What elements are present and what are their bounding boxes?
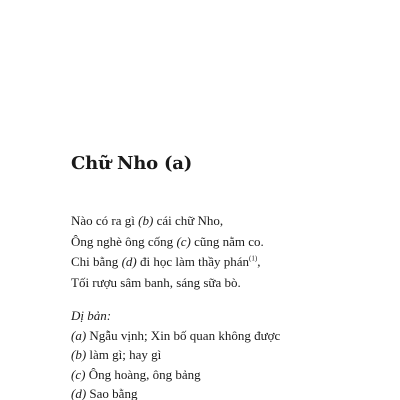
poem-line [71,252,264,273]
variant-key: (c) [71,366,86,382]
poem-title: Chữ Nho (a) [71,153,193,174]
poem-line [71,273,264,294]
variant-text: Sao bằng [86,386,138,400]
variant-text: làm gì; hay gì [86,347,162,362]
variant-reference: (d) [121,254,137,269]
variant-item [71,326,280,346]
variant-item [71,365,280,385]
poem-line-text: Chi bằng [71,254,122,269]
poem-line-text: đi học làm thầy phán [136,254,250,269]
variant-item [71,345,280,365]
variant-reference: (c) [176,233,191,249]
variant-key: (d) [71,386,87,400]
poem-line-text: cũng nằm co. [190,233,264,249]
poem-line-text: , [257,254,261,269]
variant-reference: (b) [138,213,154,228]
poem-line [71,232,264,253]
variant-key: (b) [71,347,87,362]
variants-heading: Dị bản: [71,308,112,323]
poem-line-text: cái chữ Nho, [153,213,224,228]
variant-key: (a) [71,327,87,343]
variants-section [71,306,280,400]
footnote-marker: (1) [249,254,258,263]
poem-line-text: Nào có ra gì [71,213,139,228]
variant-text: Ông hoàng, ông bảng [85,366,201,382]
poem-line [71,211,264,232]
poem-body [71,211,264,293]
variant-item [71,384,280,400]
variant-text: Ngẫu vịnh; Xin bố quan không được [86,327,281,343]
poem-line-text: Ông nghè ông cống [71,233,177,249]
poem-line-text: Tối rượu sâm banh, sáng sữa bò. [71,274,241,290]
